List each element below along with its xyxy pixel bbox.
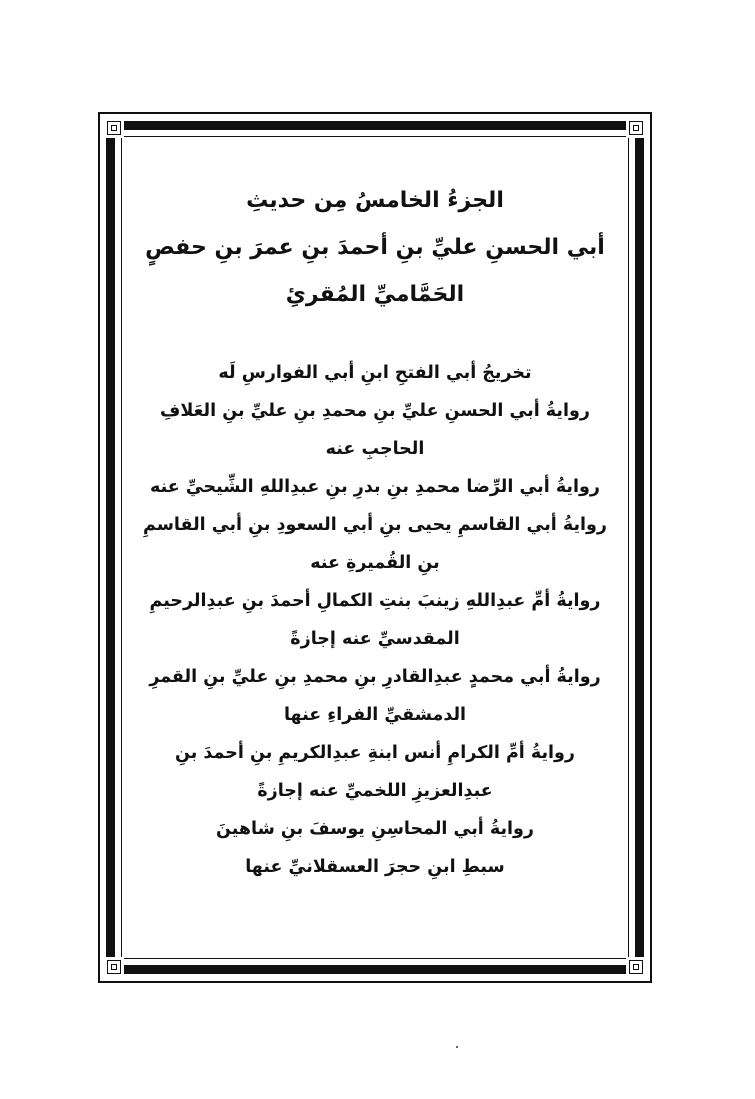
corner-ornament-top-right bbox=[626, 118, 646, 138]
chain-line-3: روايةُ أبي الرِّضا محمدِ بنِ بدرِ بنِ عبدِاللهِ الشِّيحيِّ عنه bbox=[150, 477, 600, 497]
title-line-1: الجزءُ الخامسُ مِن حديثِ bbox=[246, 188, 504, 213]
title-line-2: أبي الحسنِ عليِّ بنِ أحمدَ بنِ عمرَ بنِ حفصٍ bbox=[145, 235, 605, 260]
corner-ornament-bottom-right bbox=[626, 957, 646, 977]
corner-ornament-top-left bbox=[104, 118, 124, 138]
chain-line-1: روايةُ أبي الحسنِ عليِّ بنِ محمدِ بنِ عليِّ بنِ العَلافِ bbox=[160, 401, 590, 421]
chain-line-9: الدمشقيِّ الفراءِ عنها bbox=[283, 705, 467, 725]
chain-line-12: روايةُ أبي المحاسِنِ يوسفَ بنِ شاهينَ bbox=[215, 819, 535, 839]
chain-line-4: روايةُ أبي القاسمِ يحيى بنِ أبي السعودِ بنِ أبي القاسمِ bbox=[142, 515, 607, 535]
chain-line-5: بنِ القُميرةِ عنه bbox=[310, 553, 440, 573]
chain-line-13: سبطِ ابنِ حجرَ العسقلانيِّ عنها bbox=[245, 857, 505, 877]
corner-ornament-bottom-left bbox=[104, 957, 124, 977]
takhrij-line: تخريجُ أبي الفتحِ ابنِ أبي الفوارسِ لَه bbox=[218, 363, 532, 383]
chain-line-7: المقدسيِّ عنه إجازةً bbox=[290, 629, 460, 649]
chain-line-11: عبدِالعزيزِ اللخميِّ عنه إجازةً bbox=[257, 781, 493, 801]
title-line-3: الحَمَّاميِّ المُقرئِ bbox=[285, 282, 465, 307]
chain-line-2: الحاجبِ عنه bbox=[325, 439, 425, 459]
scan-speck bbox=[456, 1046, 458, 1048]
chain-line-10: روايةُ أمِّ الكرامِ أنس ابنةِ عبدِالكريمِ بنِ أحمدَ بنِ bbox=[174, 743, 575, 763]
title-page-text bbox=[135, 190, 615, 897]
chain-line-8: روايةُ أبي محمدٍ عبدِالقادرِ بنِ محمدِ بنِ عليِّ بنِ القمرِ bbox=[149, 667, 601, 687]
chain-line-6: روايةُ أمِّ عبدِاللهِ زينبَ بنتِ الكمالِ أحمدَ بنِ عبدِالرحيمِ bbox=[149, 591, 601, 611]
